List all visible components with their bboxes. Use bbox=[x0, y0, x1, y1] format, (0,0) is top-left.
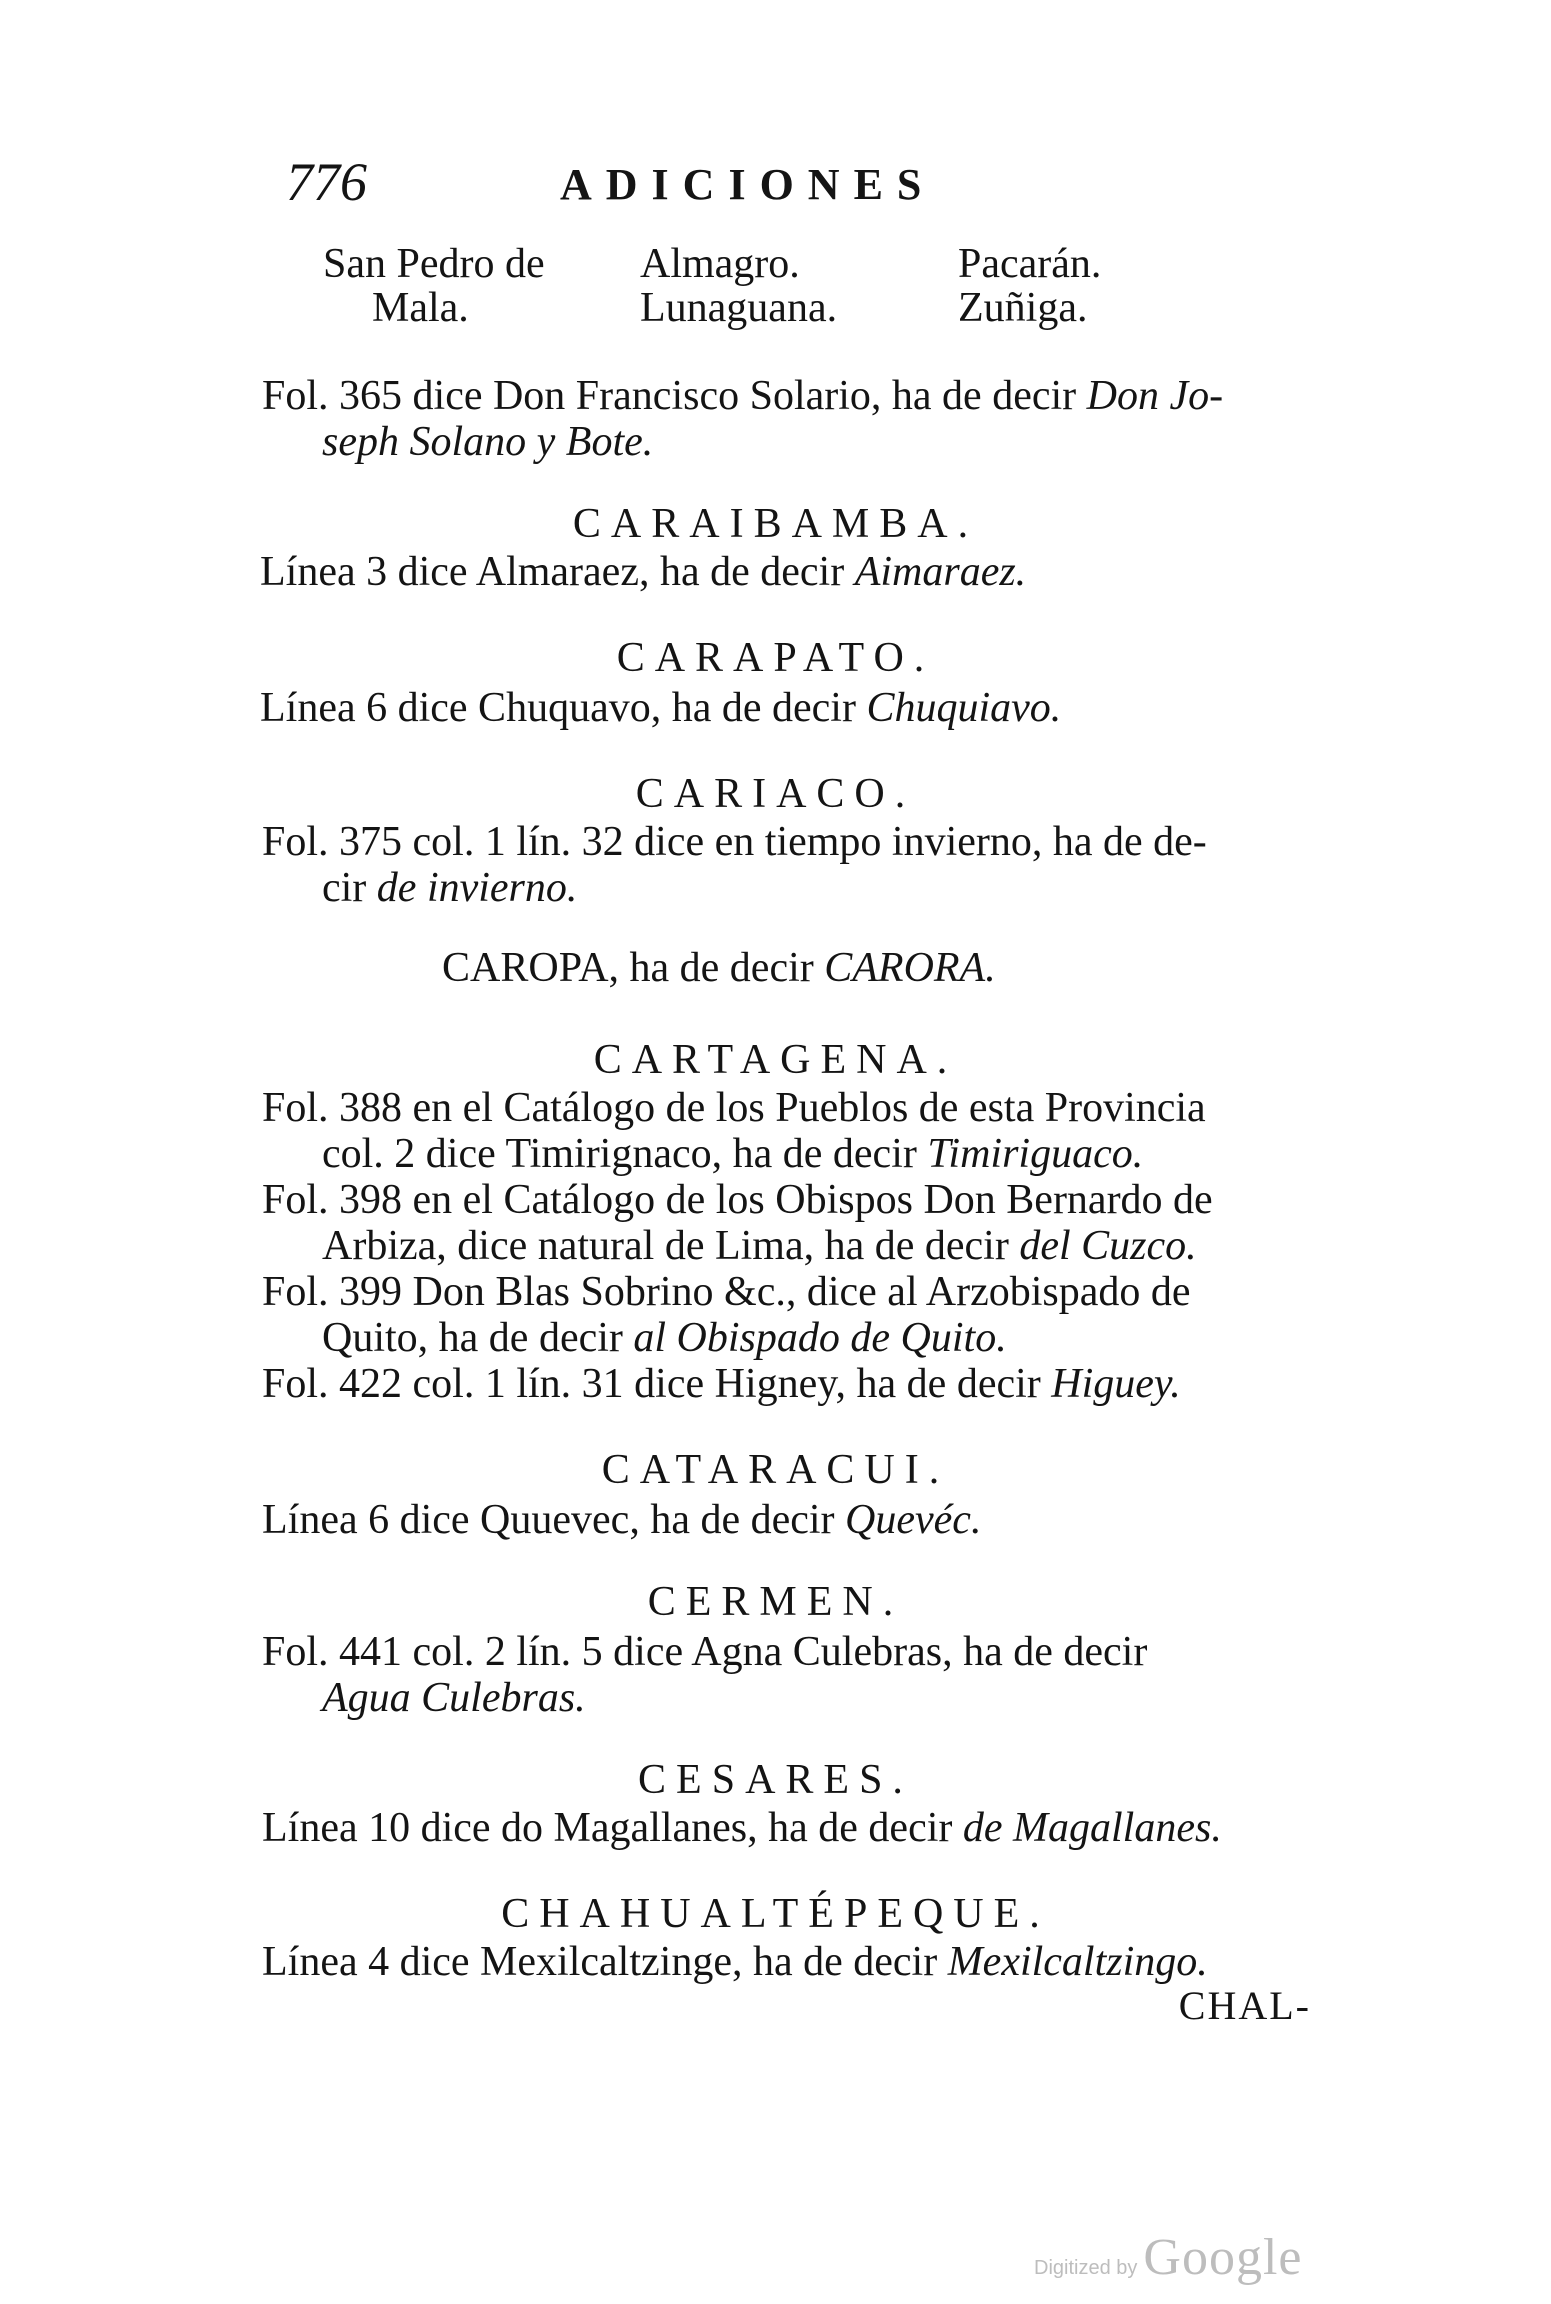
section-heading: CARTAGENA. bbox=[593, 1037, 958, 1083]
entry-line: CAROPA, ha de decir CARORA. bbox=[442, 945, 996, 991]
table-cell: Almagro. bbox=[640, 241, 800, 287]
table-cell: Zuñiga. bbox=[958, 285, 1088, 331]
entry-line: Fol. 422 col. 1 lín. 31 dice Higney, ha de decir Higuey. bbox=[262, 1361, 1181, 1407]
entry-line: Fol. 375 col. 1 lín. 32 dice en tiempo invierno, ha de de- bbox=[262, 819, 1207, 865]
catchword: CHAL- bbox=[1178, 1983, 1311, 2028]
section-heading: CARAIBAMBA. bbox=[572, 501, 979, 547]
google-logo: Google bbox=[1143, 2229, 1303, 2286]
entry-line: Fol. 398 en el Catálogo de los Obispos Don Bernardo de bbox=[262, 1177, 1213, 1223]
running-head: ADICIONES bbox=[560, 160, 936, 209]
table-cell: San Pedro de bbox=[323, 241, 545, 287]
watermark-prefix: Digitized by bbox=[1034, 2257, 1138, 2279]
entry-line: Línea 3 dice Almaraez, ha de decir Aimaraez. bbox=[260, 549, 1027, 595]
entry-line: Arbiza, dice natural de Lima, ha de decir del Cuzco. bbox=[322, 1223, 1197, 1269]
entry-line: Línea 10 dice do Magallanes, ha de decir de Magallanes. bbox=[262, 1805, 1222, 1851]
entry-line: cir de invierno. bbox=[322, 865, 578, 911]
table-cell: Mala. bbox=[372, 285, 469, 331]
page-number: 776 bbox=[286, 152, 367, 212]
section-heading: CHAHUALTÉPEQUE. bbox=[501, 1891, 1050, 1937]
entry-line: col. 2 dice Timirignaco, ha de decir Timiriguaco. bbox=[322, 1131, 1144, 1177]
entry-line: Fol. 399 Don Blas Sobrino &c., dice al Arzobispado de bbox=[262, 1269, 1191, 1315]
table-cell: Lunaguana. bbox=[640, 285, 838, 331]
entry-line: Fol. 388 en el Catálogo de los Pueblos de esta Provincia bbox=[262, 1085, 1206, 1131]
entry-line: Fol. 441 col. 2 lín. 5 dice Agna Culebras, ha de decir bbox=[262, 1629, 1148, 1675]
entry-line: Agua Culebras. bbox=[322, 1675, 586, 1721]
section-heading: CERMEN. bbox=[647, 1579, 904, 1625]
section-heading: CARIACO. bbox=[635, 771, 916, 817]
section-heading: CARAPATO. bbox=[616, 635, 935, 681]
section-heading: CESARES. bbox=[638, 1757, 913, 1803]
entry-line: Quito, ha de decir al Obispado de Quito. bbox=[322, 1315, 1007, 1361]
section-heading: CATARACUI. bbox=[601, 1447, 950, 1493]
entry-line: Línea 4 dice Mexilcaltzinge, ha de decir Mexilcaltzingo. bbox=[262, 1939, 1208, 1985]
entry-line: Línea 6 dice Chuquavo, ha de decir Chuquiavo. bbox=[260, 685, 1062, 731]
entry-line: Fol. 365 dice Don Francisco Solario, ha de decir Don Jo- bbox=[262, 373, 1224, 419]
table-cell: Pacarán. bbox=[958, 241, 1102, 287]
entry-line: seph Solano y Bote. bbox=[322, 419, 654, 465]
entry-line: Línea 6 dice Quuevec, ha de decir Quevéc. bbox=[262, 1497, 982, 1543]
google-watermark bbox=[1034, 2228, 1302, 2287]
